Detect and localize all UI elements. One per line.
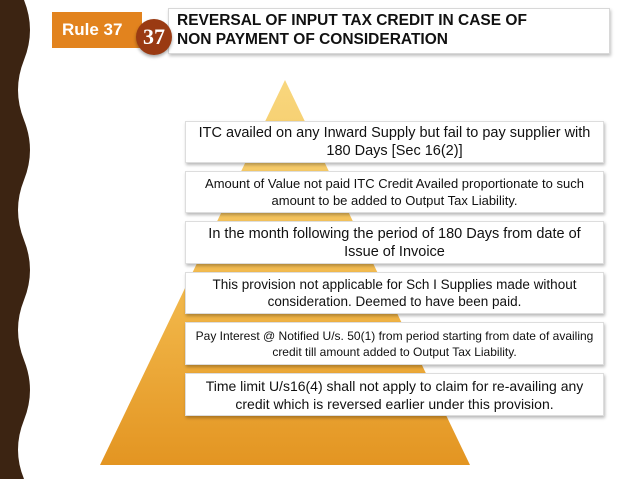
step-1-text: ITC availed on any Inward Supply but fail to pay supplier with 180 Days [Sec 16(2)] xyxy=(198,125,591,159)
pyramid-step-6 xyxy=(185,373,604,416)
step-2-text: Amount of Value not paid ITC Credit Availed proportionate to such amount to be added to Output Tax Liability. xyxy=(205,176,584,208)
step-4-text: This provision not applicable for Sch I Supplies made without consideration. Deemed to have been paid. xyxy=(212,277,577,309)
pyramid-step-4 xyxy=(185,272,604,314)
rule-label: Rule 37 xyxy=(52,12,142,48)
step-6-text: Time limit U/s16(4) shall not apply to claim for re-availing any credit which is reversed earlier under this provision. xyxy=(205,377,584,412)
title-line-1: REVERSAL OF INPUT TAX CREDIT IN CASE OF xyxy=(177,12,527,29)
pyramid-step-2 xyxy=(185,171,604,213)
pyramid-step-5 xyxy=(185,322,604,365)
pyramid-step-3 xyxy=(185,221,604,264)
rule-number-badge: 37 xyxy=(136,19,172,55)
title-line-2: NON PAYMENT OF CONSIDERATION xyxy=(177,31,448,48)
step-5-text: Pay Interest @ Notified U/s. 50(1) from period starting from date of availing credit till amount added to Output Tax Liability. xyxy=(195,328,594,359)
pyramid-step-1 xyxy=(185,121,604,163)
step-3-text: In the month following the period of 180 Days from date of Issue of Invoice xyxy=(208,225,581,260)
